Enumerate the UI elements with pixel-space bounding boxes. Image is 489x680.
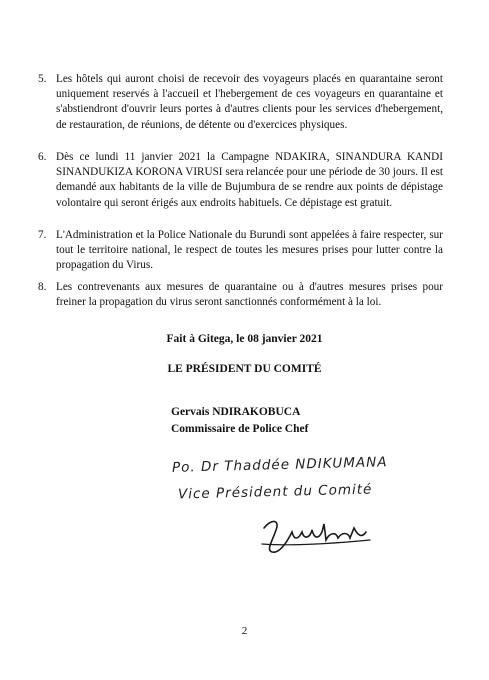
- list-item-6: [38, 150, 443, 211]
- signatory-name: Gervais NDIRAKOBUCA: [171, 406, 301, 418]
- list-item-5: [38, 72, 443, 133]
- item-text: Les contrevenants aux mesures de quarantaine ou à d'autres mesures prises pour freiner la propagation du virus seront sanctionnés conformément à la loi.: [56, 281, 443, 309]
- page-number: 2: [241, 625, 248, 637]
- place-date: Fait à Gitega, le 08 janvier 2021: [166, 333, 323, 345]
- item-text: Dès ce lundi 11 janvier 2021 la Campagne NDAKIRA, SINANDURA KANDI SINANDUKIZA KORONA VIRUSI sera relancée pour une période de 30 jours. Il est demandé aux habitants de la ville de Bujumbura de se rendre aux points de dépistage volontaire qui seront érigés aux endroits habituels. Ce dépistage est gratuit.: [56, 151, 443, 209]
- list-item-7: [38, 228, 443, 274]
- handwritten-signature: [258, 510, 378, 558]
- handwritten-line-2: Vice Président du Comité: [177, 481, 373, 503]
- item-number: 6.: [38, 151, 47, 163]
- list-item-8: [38, 280, 443, 310]
- item-text: L'Administration et la Police Nationale du Burundi sont appelées à faire respecter, sur tout le territoire national, le respect de toutes les mesures prises pour lutter contre la propagation du Virus.: [56, 229, 443, 272]
- item-text: Les hôtels qui auront choisi de recevoir des voyageurs placés en quarantaine seront uniquement reservés à l'accueil et l'hebergement de ces voyageurs en quarantaine et s'abstiendront d'ouvrir leurs portes à d'autres clients pour les services d'hebergement, de restauration, de réunions, de détente ou d'exercices physiques.: [56, 73, 443, 131]
- president-title: LE PRÉSIDENT DU COMITÉ: [167, 363, 322, 375]
- signatory-rank: Commissaire de Police Chef: [171, 423, 309, 435]
- item-number: 5.: [38, 73, 47, 85]
- handwritten-line-1: Po. Dr Thaddée NDIKUMANA: [171, 454, 388, 476]
- item-number: 8.: [38, 281, 47, 293]
- item-number: 7.: [38, 229, 47, 241]
